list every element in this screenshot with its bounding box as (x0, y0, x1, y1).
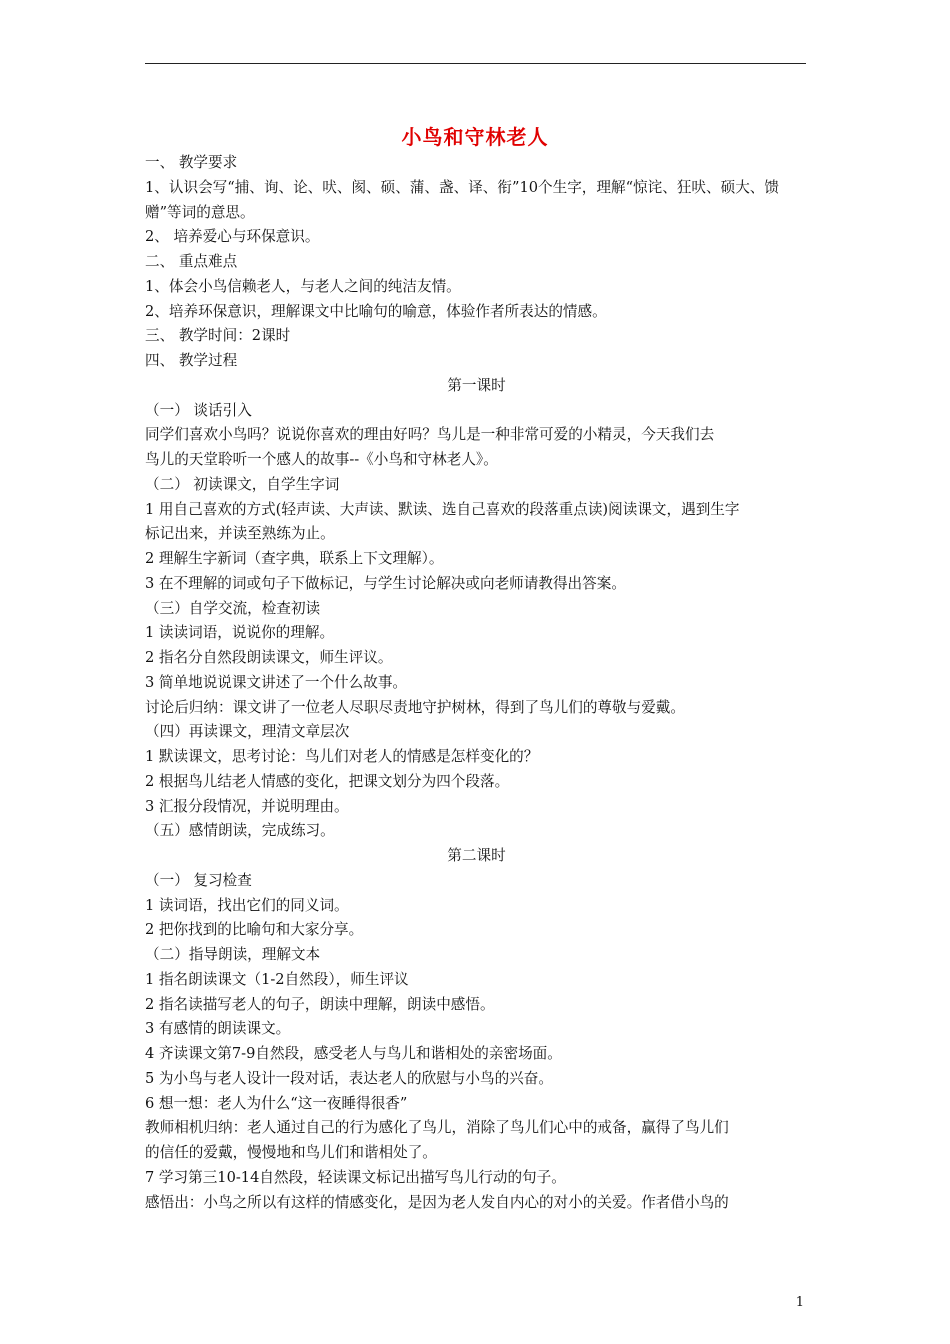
text-line: 一、 教学要求 (145, 154, 238, 171)
document-body (145, 151, 808, 1215)
text-line: 3 简单地说说课文讲述了一个什么故事。 (145, 673, 408, 691)
document-title: 小鸟和守林老人 (401, 125, 549, 149)
text-line: 7 学习第三10-14自然段，轻读课文标记出描写鸟儿行动的句子。 (145, 1168, 566, 1186)
text-line: （三）自学交流，检查初读 (145, 599, 321, 617)
text-line: （二） 初读课文，自学生字词 (145, 475, 340, 493)
text-line: 感悟出：小鸟之所以有这样的情感变化，是因为老人发自内心的对小的关爱。作者借小鸟的 (145, 1193, 729, 1211)
text-line: （四）再读课文，理清文章层次 (145, 723, 350, 741)
text-line: 2 理解生字新词（查字典，联系上下文理解）。 (145, 550, 444, 567)
text-line: （一） 谈话引入 (145, 401, 252, 419)
text-line: （五）感情朗读，完成练习。 (145, 822, 335, 840)
text-line: 3 有感情的朗读课文。 (145, 1020, 291, 1038)
text-line: 四、 教学过程 (145, 352, 238, 369)
text-line: 2 指名读描写老人的句子，朗读中理解，朗读中感悟。 (145, 995, 495, 1013)
text-line: 鸟儿的天堂聆听一个感人的故事--《小鸟和守林老人》。 (145, 451, 498, 468)
text-line: 同学们喜欢小鸟吗？说说你喜欢的理由好吗？鸟儿是一种非常可爱的小精灵，今天我们去 (145, 426, 715, 444)
text-line: 1 用自己喜欢的方式(轻声读、大声读、默读、选自己喜欢的段落重点读)阅读课文，遇到生字 (145, 500, 740, 518)
text-line: 教师相机归纳：老人通过自己的行为感化了鸟儿，消除了鸟儿们心中的戒备，赢得了鸟儿们 (145, 1119, 729, 1137)
header-rule (145, 63, 806, 64)
text-line: （二）指导朗读，理解文本 (145, 946, 321, 963)
text-line: 2 指名分自然段朗读课文，师生评议。 (145, 649, 393, 666)
text-line: 的信任的爱戴，慢慢地和鸟儿们和谐相处了。 (145, 1144, 437, 1161)
text-line: 1 指名朗读课文（1-2自然段），师生评议 (145, 970, 409, 988)
text-line: 1、认识会写“捕、询、论、吠、阂、硕、蒲、盏、译、衔”10个生字，理解“惊诧、狂吠、硕大、馈 (145, 178, 779, 196)
text-line: 2 根据鸟儿结老人情感的变化，把课文划分为四个段落。 (145, 772, 510, 790)
text-line: 3 汇报分段情况，并说明理由。 (145, 797, 349, 815)
section-heading: 第一课时 (447, 376, 506, 394)
text-line: 三、 教学时间：2课时 (145, 327, 291, 345)
text-line: 5 为小鸟与老人设计一段对话，表达老人的欣慰与小鸟的兴奋。 (145, 1069, 553, 1087)
text-line: 3 在不理解的词或句子下做标记，与学生讨论解决或向老师请教得出答案。 (145, 574, 626, 592)
text-line: 赠”等词的意思。 (145, 203, 255, 221)
section-heading: 第二课时 (447, 847, 506, 864)
text-line: 讨论后归纳：课文讲了一位老人尽职尽责地守护树林，得到了鸟儿们的尊敬与爱戴。 (145, 698, 685, 716)
text-line: 1 默读课文，思考讨论：鸟儿们对老人的情感是怎样变化的？ (145, 748, 539, 765)
text-line: 1 读读词语，说说你的理解。 (145, 624, 335, 642)
text-line: 4 齐读课文第7-9自然段，感受老人与鸟儿和谐相处的亲密场面。 (145, 1045, 562, 1062)
text-line: 二、 重点难点 (145, 253, 238, 270)
text-line: 2 把你找到的比喻句和大家分享。 (145, 921, 364, 939)
text-line: 2、 培养爱心与环保意识。 (145, 228, 320, 246)
text-line: 标记出来，并读至熟练为止。 (145, 525, 335, 543)
text-line: （一） 复习检查 (145, 871, 252, 889)
text-line: 2、培养环保意识，理解课文中比喻句的喻意，体验作者所表达的情感。 (145, 302, 607, 320)
text-line: 1 读词语，找出它们的同义词。 (145, 896, 349, 914)
text-line: 1、体会小鸟信赖老人，与老人之间的纯洁友情。 (145, 277, 461, 295)
text-line: 6 想一想：老人为什么“这一夜睡得很香” (145, 1094, 408, 1112)
page-number: 1 (795, 1295, 804, 1310)
